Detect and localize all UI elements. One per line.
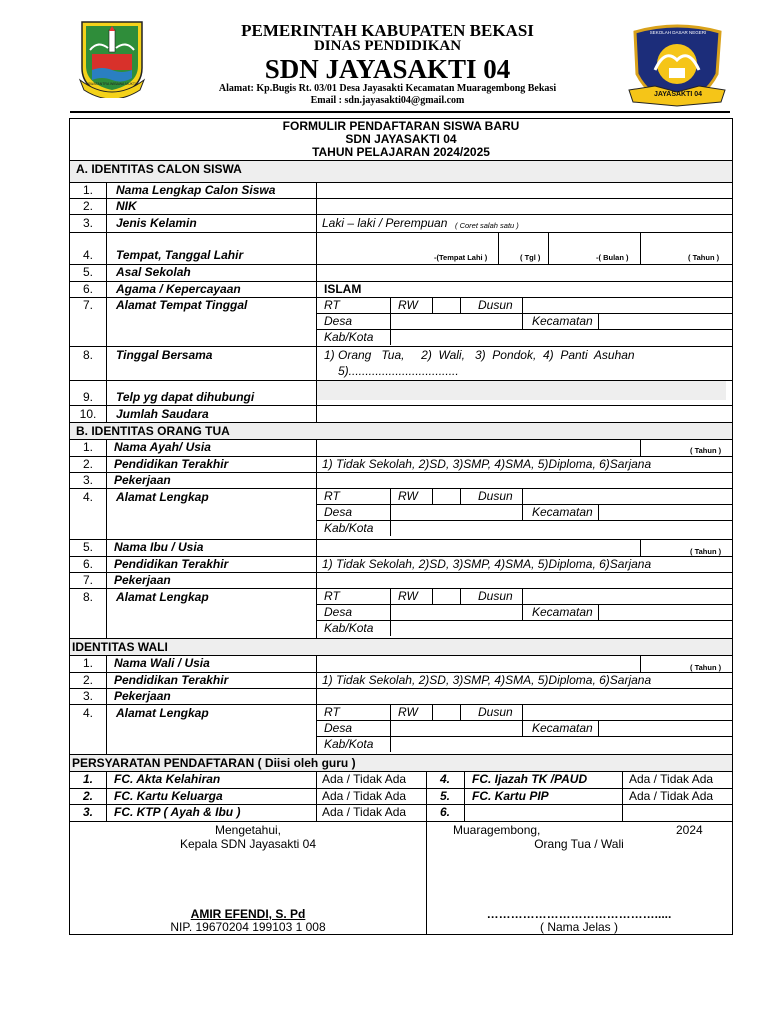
father-addr-dusun-label: Dusun xyxy=(478,489,513,503)
w-no-4: 4. xyxy=(82,706,93,720)
guardian-name-caption: ( Nama Jelas ) xyxy=(539,920,619,934)
b-label-7: Pekerjaan xyxy=(114,573,171,587)
guardian-addr-rw-label: RW xyxy=(398,705,418,719)
birth-day-caption: ( Tgl ) xyxy=(520,253,541,262)
header-rule xyxy=(70,111,730,113)
student-addr-kabkota-label: Kab/Kota xyxy=(324,330,374,344)
requirements-title: PERSYARATAN PENDAFTARAN ( Diisi oleh guru ) xyxy=(72,756,356,770)
a-no-3: 3. xyxy=(82,216,93,230)
b-no-7: 7. xyxy=(82,573,93,587)
mother-addr-dusun-label: Dusun xyxy=(478,589,513,603)
birth-month-caption: -( Bulan ) xyxy=(596,253,629,262)
left-logo-text: SWATANTRA WIBAWA MUKTI xyxy=(87,82,137,86)
mother-education-options[interactable]: 1) Tidak Sekolah, 2)SD, 3)SMP, 4)SMA, 5)Diploma, 6)Sarjana xyxy=(322,557,652,571)
w-label-2: Pendidikan Terakhir xyxy=(114,673,229,687)
req-no-3: 3. xyxy=(82,805,93,819)
right-logo xyxy=(625,24,730,108)
gender-options[interactable]: Laki – laki / Perempuan xyxy=(322,216,448,230)
a-no-7: 7. xyxy=(82,298,93,312)
b-no-8: 8. xyxy=(82,590,93,604)
a-no-5: 5. xyxy=(82,265,93,279)
b-no-5: 5. xyxy=(82,540,93,554)
right-logo-top: SEKOLAH DASAR NEGERI xyxy=(649,30,707,35)
header-line1: PEMERINTAH KABUPATEN BEKASI xyxy=(241,21,534,40)
student-addr-kecamatan-label: Kecamatan xyxy=(532,314,593,328)
a-label-5: Asal Sekolah xyxy=(116,265,191,279)
section-wali-title: IDENTITAS WALI xyxy=(72,640,168,654)
req-label-3: FC. KTP ( Ayah & Ibu ) xyxy=(114,805,241,819)
req-no-2: 2. xyxy=(82,789,93,803)
religion-value: ISLAM xyxy=(324,282,362,296)
w-no-3: 3. xyxy=(82,689,93,703)
school-name: SDN JAYASAKTI 04 xyxy=(264,54,511,84)
guardian-age-unit: ( Tahun ) xyxy=(690,663,722,672)
father-addr-kabkota-label: Kab/Kota xyxy=(324,521,374,535)
req-status-5[interactable]: Ada / Tidak Ada xyxy=(629,789,714,803)
b-label-5: Nama Ibu / Usia xyxy=(114,540,204,554)
req-status-4[interactable]: Ada / Tidak Ada xyxy=(629,772,714,786)
guardian-addr-kecamatan-label: Kecamatan xyxy=(532,721,593,735)
a-label-1: Nama Lengkap Calon Siswa xyxy=(116,183,276,197)
left-logo xyxy=(78,20,146,98)
b-label-6: Pendidikan Terakhir xyxy=(114,557,229,571)
section-b-title: B. IDENTITAS ORANG TUA xyxy=(76,424,230,438)
w-no-2: 2. xyxy=(82,673,93,687)
header-address: Alamat: Kp.Bugis Rt. 03/01 Desa Jayasakti Kecamatan Muaragembong Bekasi xyxy=(218,83,557,94)
a-label-9: Telp yg dapat dihubungi xyxy=(116,390,255,404)
a-label-6: Agama / Kepercayaan xyxy=(116,282,241,296)
req-label-1: FC. Akta Kelahiran xyxy=(114,772,221,786)
b-label-2: Pendidikan Terakhir xyxy=(114,457,229,471)
sign-right-line2: Orang Tua / Wali xyxy=(534,837,624,851)
form-title-3: TAHUN PELAJARAN 2024/2025 xyxy=(312,145,490,159)
guardian-addr-rt-label: RT xyxy=(324,705,340,719)
guardian-addr-kabkota-label: Kab/Kota xyxy=(324,737,374,751)
mother-addr-rw-label: RW xyxy=(398,589,418,603)
living-with-options[interactable]: 1) Orang Tua, 2) Wali, 3) Pondok, 4) Panti Asuhan xyxy=(324,348,635,362)
mother-age-unit: ( Tahun ) xyxy=(690,547,722,556)
req-label-5: FC. Kartu PIP xyxy=(472,789,549,803)
guardian-addr-desa-label: Desa xyxy=(324,721,353,735)
a-no-1: 1. xyxy=(82,183,93,197)
a-no-6: 6. xyxy=(82,282,93,296)
w-label-1: Nama Wali / Usia xyxy=(114,656,210,670)
mother-addr-desa-label: Desa xyxy=(324,605,353,619)
guardian-addr-dusun-label: Dusun xyxy=(478,705,513,719)
b-no-3: 3. xyxy=(82,473,93,487)
req-no-4: 4. xyxy=(439,772,450,786)
father-age-unit: ( Tahun ) xyxy=(690,446,722,455)
a-no-9: 9. xyxy=(82,390,93,404)
student-addr-rw-label: RW xyxy=(398,298,418,312)
req-status-3[interactable]: Ada / Tidak Ada xyxy=(322,805,407,819)
req-no-6: 6. xyxy=(439,805,450,819)
sign-left-line1: Mengetahui, xyxy=(214,823,282,837)
req-status-1[interactable]: Ada / Tidak Ada xyxy=(322,772,407,786)
a-no-2: 2. xyxy=(82,199,93,213)
right-logo-banner: JAYASAKTI 04 xyxy=(653,91,703,98)
b-label-3: Pekerjaan xyxy=(114,473,171,487)
req-label-4: FC. Ijazah TK /PAUD xyxy=(472,772,588,786)
a-no-10: 10. xyxy=(79,407,97,421)
req-status-2[interactable]: Ada / Tidak Ada xyxy=(322,789,407,803)
principal-name: AMIR EFENDI, S. Pd xyxy=(190,907,306,921)
w-label-4: Alamat Lengkap xyxy=(116,706,209,720)
mother-addr-kecamatan-label: Kecamatan xyxy=(532,605,593,619)
mother-addr-kabkota-label: Kab/Kota xyxy=(324,621,374,635)
sign-left-line2: Kepala SDN Jayasakti 04 xyxy=(179,837,317,851)
b-no-4: 4. xyxy=(82,490,93,504)
section-a-title: A. IDENTITAS CALON SISWA xyxy=(76,162,242,176)
birth-year-caption: ( Tahun ) xyxy=(688,253,720,262)
guardian-education-options[interactable]: 1) Tidak Sekolah, 2)SD, 3)SMP, 4)SMA, 5)Diploma, 6)Sarjana xyxy=(322,673,652,687)
birth-place-caption: -(Tempat Lahi ) xyxy=(434,253,488,262)
req-no-1: 1. xyxy=(82,772,93,786)
a-label-8: Tinggal Bersama xyxy=(116,348,213,362)
father-addr-desa-label: Desa xyxy=(324,505,353,519)
a-no-8: 8. xyxy=(82,348,93,362)
b-label-8: Alamat Lengkap xyxy=(116,590,209,604)
a-label-3: Jenis Kelamin xyxy=(116,216,197,230)
a-label-4: Tempat, Tanggal Lahir xyxy=(116,248,244,262)
father-addr-rt-label: RT xyxy=(324,489,340,503)
sign-right-year: 2024 xyxy=(676,823,703,837)
sign-right-place: Muaragembong, xyxy=(453,823,541,837)
living-with-other[interactable]: 5)................................. xyxy=(338,364,459,378)
mother-addr-rt-label: RT xyxy=(324,589,340,603)
a-label-2: NIK xyxy=(116,199,137,213)
principal-nip: NIP. 19670204 199103 1 008 xyxy=(170,920,326,934)
father-education-options[interactable]: 1) Tidak Sekolah, 2)SD, 3)SMP, 4)SMA, 5)Diploma, 6)Sarjana xyxy=(322,457,652,471)
guardian-sign-dots[interactable]: ……………………………………..... xyxy=(486,907,672,921)
a-label-7: Alamat Tempat Tinggal xyxy=(116,298,248,312)
w-no-1: 1. xyxy=(82,656,93,670)
w-label-3: Pekerjaan xyxy=(114,689,171,703)
father-addr-rw-label: RW xyxy=(398,489,418,503)
req-label-2: FC. Kartu Keluarga xyxy=(114,789,223,803)
header-email: Email : sdn.jayasakti04@gmail.com xyxy=(310,95,465,106)
student-addr-desa-label: Desa xyxy=(324,314,353,328)
student-addr-rt-label: RT xyxy=(324,298,340,312)
b-label-1: Nama Ayah/ Usia xyxy=(114,440,211,454)
student-addr-dusun-label: Dusun xyxy=(478,298,513,312)
req-no-5: 5. xyxy=(439,789,450,803)
b-no-2: 2. xyxy=(82,457,93,471)
form-title-2: SDN JAYASAKTI 04 xyxy=(345,132,457,146)
gender-note: ( Coret salah satu ) xyxy=(455,221,519,230)
a-no-4: 4. xyxy=(82,248,93,262)
father-addr-kecamatan-label: Kecamatan xyxy=(532,505,593,519)
header-line2: DINAS PENDIDIKAN xyxy=(313,38,462,54)
a-label-10: Jumlah Saudara xyxy=(116,407,209,421)
b-no-6: 6. xyxy=(82,557,93,571)
b-no-1: 1. xyxy=(82,440,93,454)
b-label-4: Alamat Lengkap xyxy=(116,490,209,504)
form-title-1: FORMULIR PENDAFTARAN SISWA BARU xyxy=(282,119,520,133)
